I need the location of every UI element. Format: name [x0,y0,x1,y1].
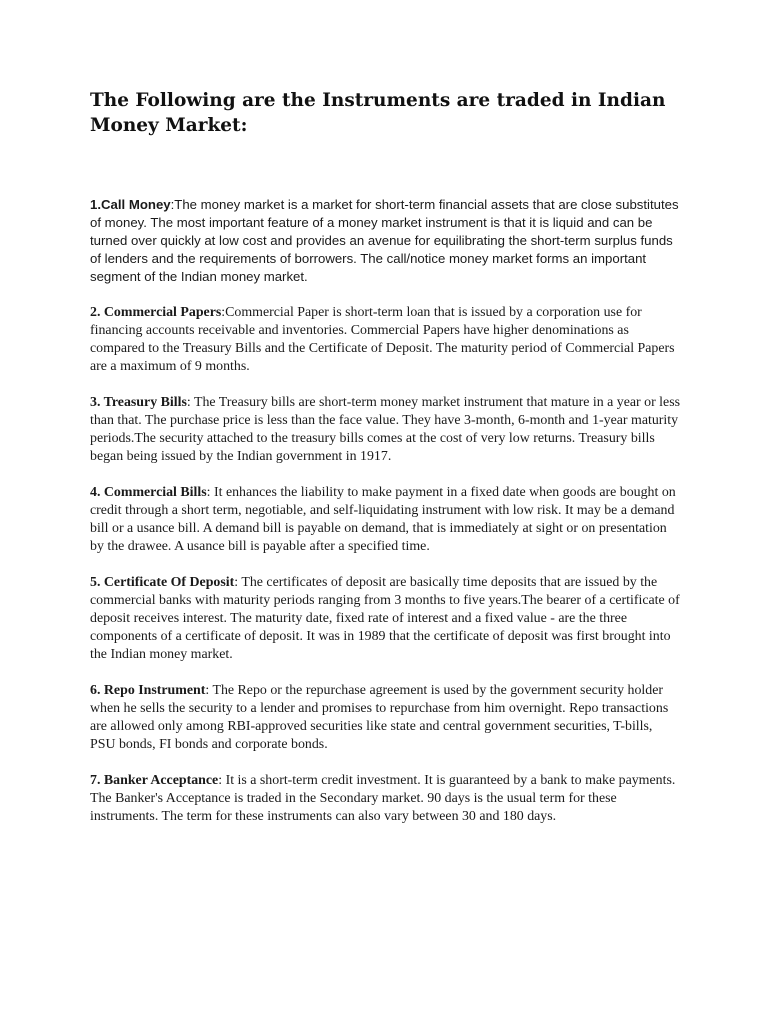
section-heading: 5. Certificate Of Deposit [90,575,235,590]
section-separator: : [205,683,213,698]
section-commercial-papers [90,304,680,376]
section-repo-instrument [90,682,680,754]
section-body: It is a short-term credit investment. It is guaranteed by a bank to make payments. The Banker's Acceptance is traded in the Secondary market. 90 days is the usual term for these instruments. The term for these instruments can also vary between 30 and 180 days. [90,773,676,824]
section-separator: : [218,773,226,788]
section-heading: 2. Commercial Papers [90,305,222,320]
section-separator: : [170,197,175,212]
section-body: The money market is a market for short-term financial assets that are close substitutes of money. The most important feature of a money market instrument is that it is liquid and can be turned over quickly at low cost and provides an avenue for equilibrating the short-term surplus funds of lenders and the requirements of borrowers. The call/notice money market forms an important segment of the Indian money market. [90,197,679,284]
section-call-money [90,196,680,286]
section-treasury-bills [90,394,680,466]
section-heading: 3. Treasury Bills [90,395,187,410]
section-separator: : [186,395,194,410]
section-body: The Treasury bills are short-term money market instrument that mature in a year or less than that. The purchase price is less than the face value. They have 3-month, 6-month and 1-year maturity periods.The security attached to the treasury bills comes at the cost of very low returns. Treasury bills began being issued by the Indian government in 1917. [90,395,681,464]
section-banker-acceptance [90,772,680,826]
section-body: The Repo or the repurchase agreement is used by the government security holder when he sells the security to a lender and promises to repurchase from him overnight. Repo transactions are allowed only among RBI-approved securities like state and central government securities, T-bills, PSU bonds, FI bonds and corporate bonds. [90,683,669,752]
section-separator: : [234,575,242,590]
section-commercial-bills [90,484,680,556]
section-heading: 4. Commercial Bills [90,485,207,500]
section-heading: 1.Call Money [90,197,171,212]
document-title: The Following are the Instruments are traded in Indian Money Market: [90,90,666,136]
document-page [90,88,680,844]
section-heading: 6. Repo Instrument [90,683,206,698]
section-heading: 7. Banker Acceptance [90,773,219,788]
section-certificate-of-deposit [90,574,680,664]
section-body: The certificates of deposit are basically time deposits that are issued by the commercial banks with maturity periods ranging from 3 months to five years.The bearer of a certificate of deposit receives interest. The maturity date, fixed rate of interest and a fixed value - are the three components of a certificate of deposit. It was in 1989 that the certificate of deposit was first brought into the Indian money market. [90,575,680,662]
section-body: Commercial Paper is short-term loan that is issued by a corporation use for financing accounts receivable and inventories. Commercial Papers have higher denominations as compared to the Treasury Bills and the Certificate of Deposit. The maturity period of Commercial Papers are a maximum of 9 months. [90,305,675,374]
section-separator: : [221,305,226,320]
section-separator: : [206,485,214,500]
section-body: It enhances the liability to make payment in a fixed date when goods are bought on credit through a short term, negotiable, and self-liquidating instrument with low risk. It may be a demand bill or a usance bill. A demand bill is payable on demand, that is immediately at sight or on presentation by the drawee. A usance bill is payable after a specified time. [90,485,676,554]
